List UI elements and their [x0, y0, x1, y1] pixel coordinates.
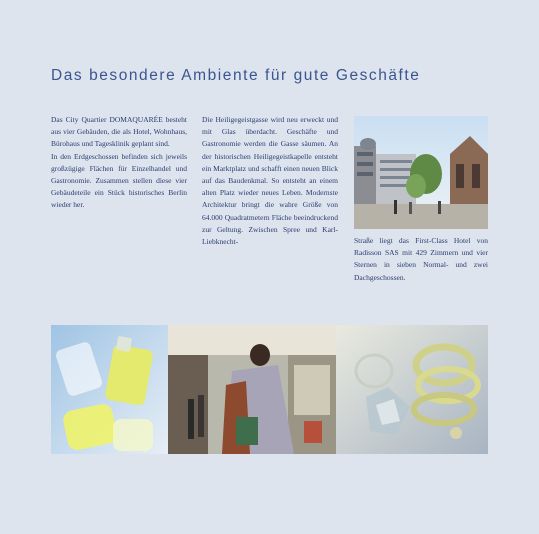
text-column-3: [354, 235, 488, 284]
text-column-2: [202, 114, 338, 248]
jewelry-photo: [336, 325, 488, 454]
paragraph: In den Erdgeschossen befinden sich jeweils großzügige Flächen für Einzelhandel und Gastronomie. Zusammen stellen diese vier Gebäudeteile ein Stück historisches Berlin wieder her.: [51, 151, 187, 210]
shopping-mall-photo: [168, 325, 336, 454]
perfume-bottles-photo: [51, 325, 168, 454]
text-column-1: [51, 114, 187, 212]
paragraph: Das City Quartier DOMAQUARÉE besteht aus vier Gebäuden, die als Hotel, Wohnhaus, Bürohaus und Tagesklinik geplant sind.: [51, 115, 187, 149]
street-scene-photo: [354, 116, 488, 229]
paragraph: Die Heiligegeistgasse wird neu erweckt und mit Glas überdacht. Geschäfte und Gastronomie werden die Gasse säumen. An der historischen Heiligegeistkapelle entsteht ein Marktplatz und schafft einen neuen Blick auf das Baudenkmal. So entsteht an einem alten Platz wieder neues Leben. Modernste Architektur bringt die wahre Größe von 64.000 Quadratmetern Fläche beeindruckend zur Geltung. Zwischen Spree und Karl-Liebknecht-: [202, 115, 338, 247]
paragraph: Straße liegt das First-Class Hotel von Radisson SAS mit 429 Zimmern und vier Sternen in sieben Normal- und zwei Dachgeschossen.: [354, 236, 488, 282]
page-title: Das besondere Ambiente für gute Geschäfte: [51, 67, 421, 84]
